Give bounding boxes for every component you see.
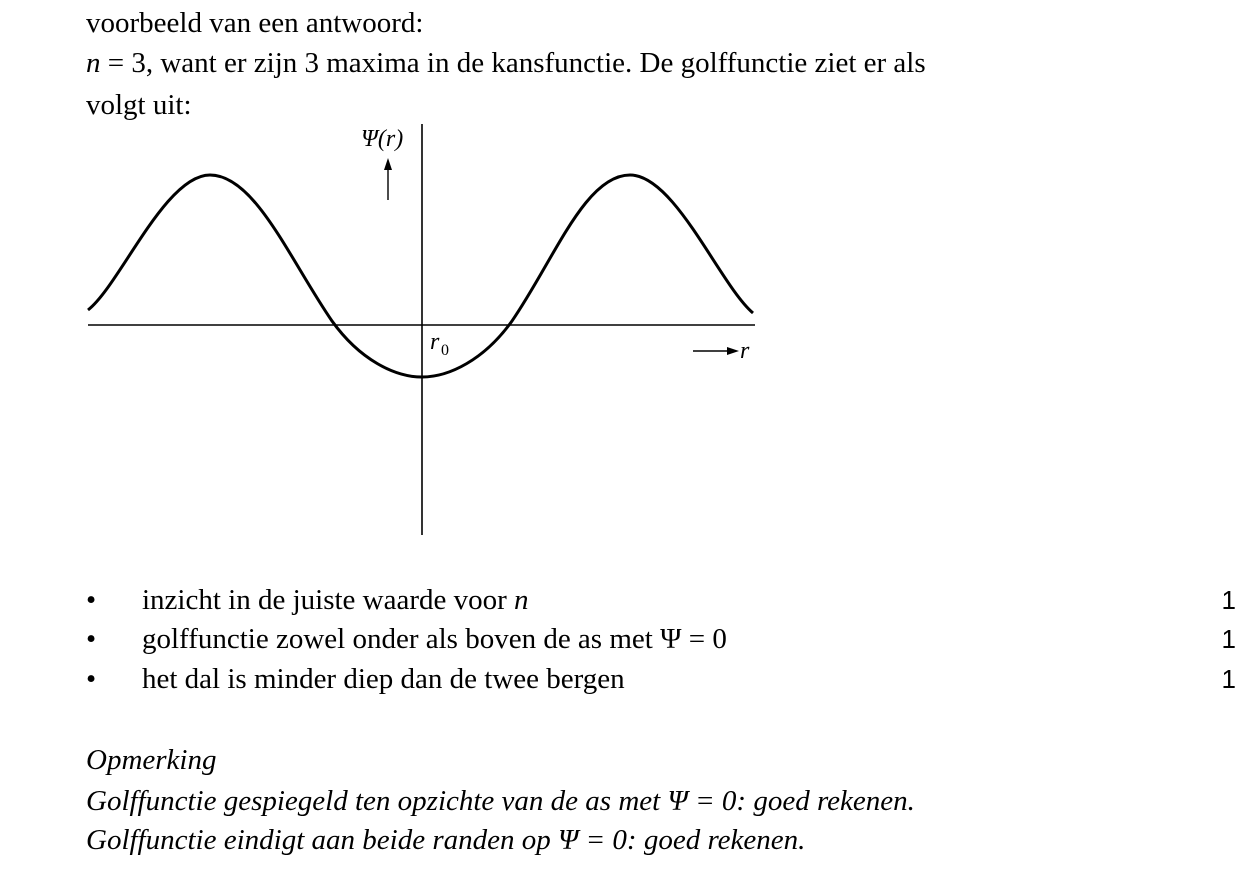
- criterion-text-main: het dal is minder diep dan de twee bergen: [142, 663, 625, 695]
- r-axis-label: r: [740, 338, 750, 364]
- n-symbol: n: [86, 47, 101, 79]
- criterion-text: [142, 662, 625, 696]
- psi-arrow-icon: [384, 158, 392, 170]
- remark-line-1: Golffunctie gespiegeld ten opzichte van de as met Ψ = 0: goed rekenen.: [86, 785, 915, 817]
- n-equals: = 3: [100, 47, 146, 79]
- criterion-text-main: golffunctie zowel onder als boven de as met Ψ = 0: [142, 623, 727, 655]
- r0-subscript: 0: [441, 342, 449, 359]
- criterion-row: [86, 622, 1236, 656]
- criterion-text-italic: n: [514, 584, 529, 616]
- remark-title: Opmerking: [86, 744, 217, 776]
- r0-label: r: [430, 329, 440, 355]
- criterion-row: [86, 662, 1236, 696]
- criterion-score: 1: [1221, 664, 1236, 694]
- remark-line-2: Golffunctie eindigt aan beide randen op Ψ = 0: goed rekenen.: [86, 824, 806, 856]
- criterion-text: [142, 583, 529, 617]
- criterion-text: [142, 622, 727, 656]
- criterion-score: 1: [1221, 624, 1236, 654]
- answer-line-rest: , want er zijn 3 maxima in de kansfunctie. De golffunctie ziet er als: [145, 47, 926, 79]
- wavefunction-curve: [88, 175, 753, 377]
- answer-line-followup: volgt uit:: [86, 89, 192, 121]
- bullet-icon: •: [86, 663, 97, 695]
- criterion-row: [86, 583, 1236, 617]
- answer-heading: voorbeeld van een antwoord:: [86, 7, 424, 39]
- psi-axis-label: Ψ(r): [361, 126, 404, 152]
- r-arrow-icon: [727, 347, 739, 355]
- criterion-text-main: inzicht in de juiste waarde voor: [142, 584, 515, 616]
- bullet-icon: •: [86, 584, 97, 616]
- criterion-score: 1: [1221, 585, 1236, 615]
- bullet-icon: •: [86, 623, 97, 655]
